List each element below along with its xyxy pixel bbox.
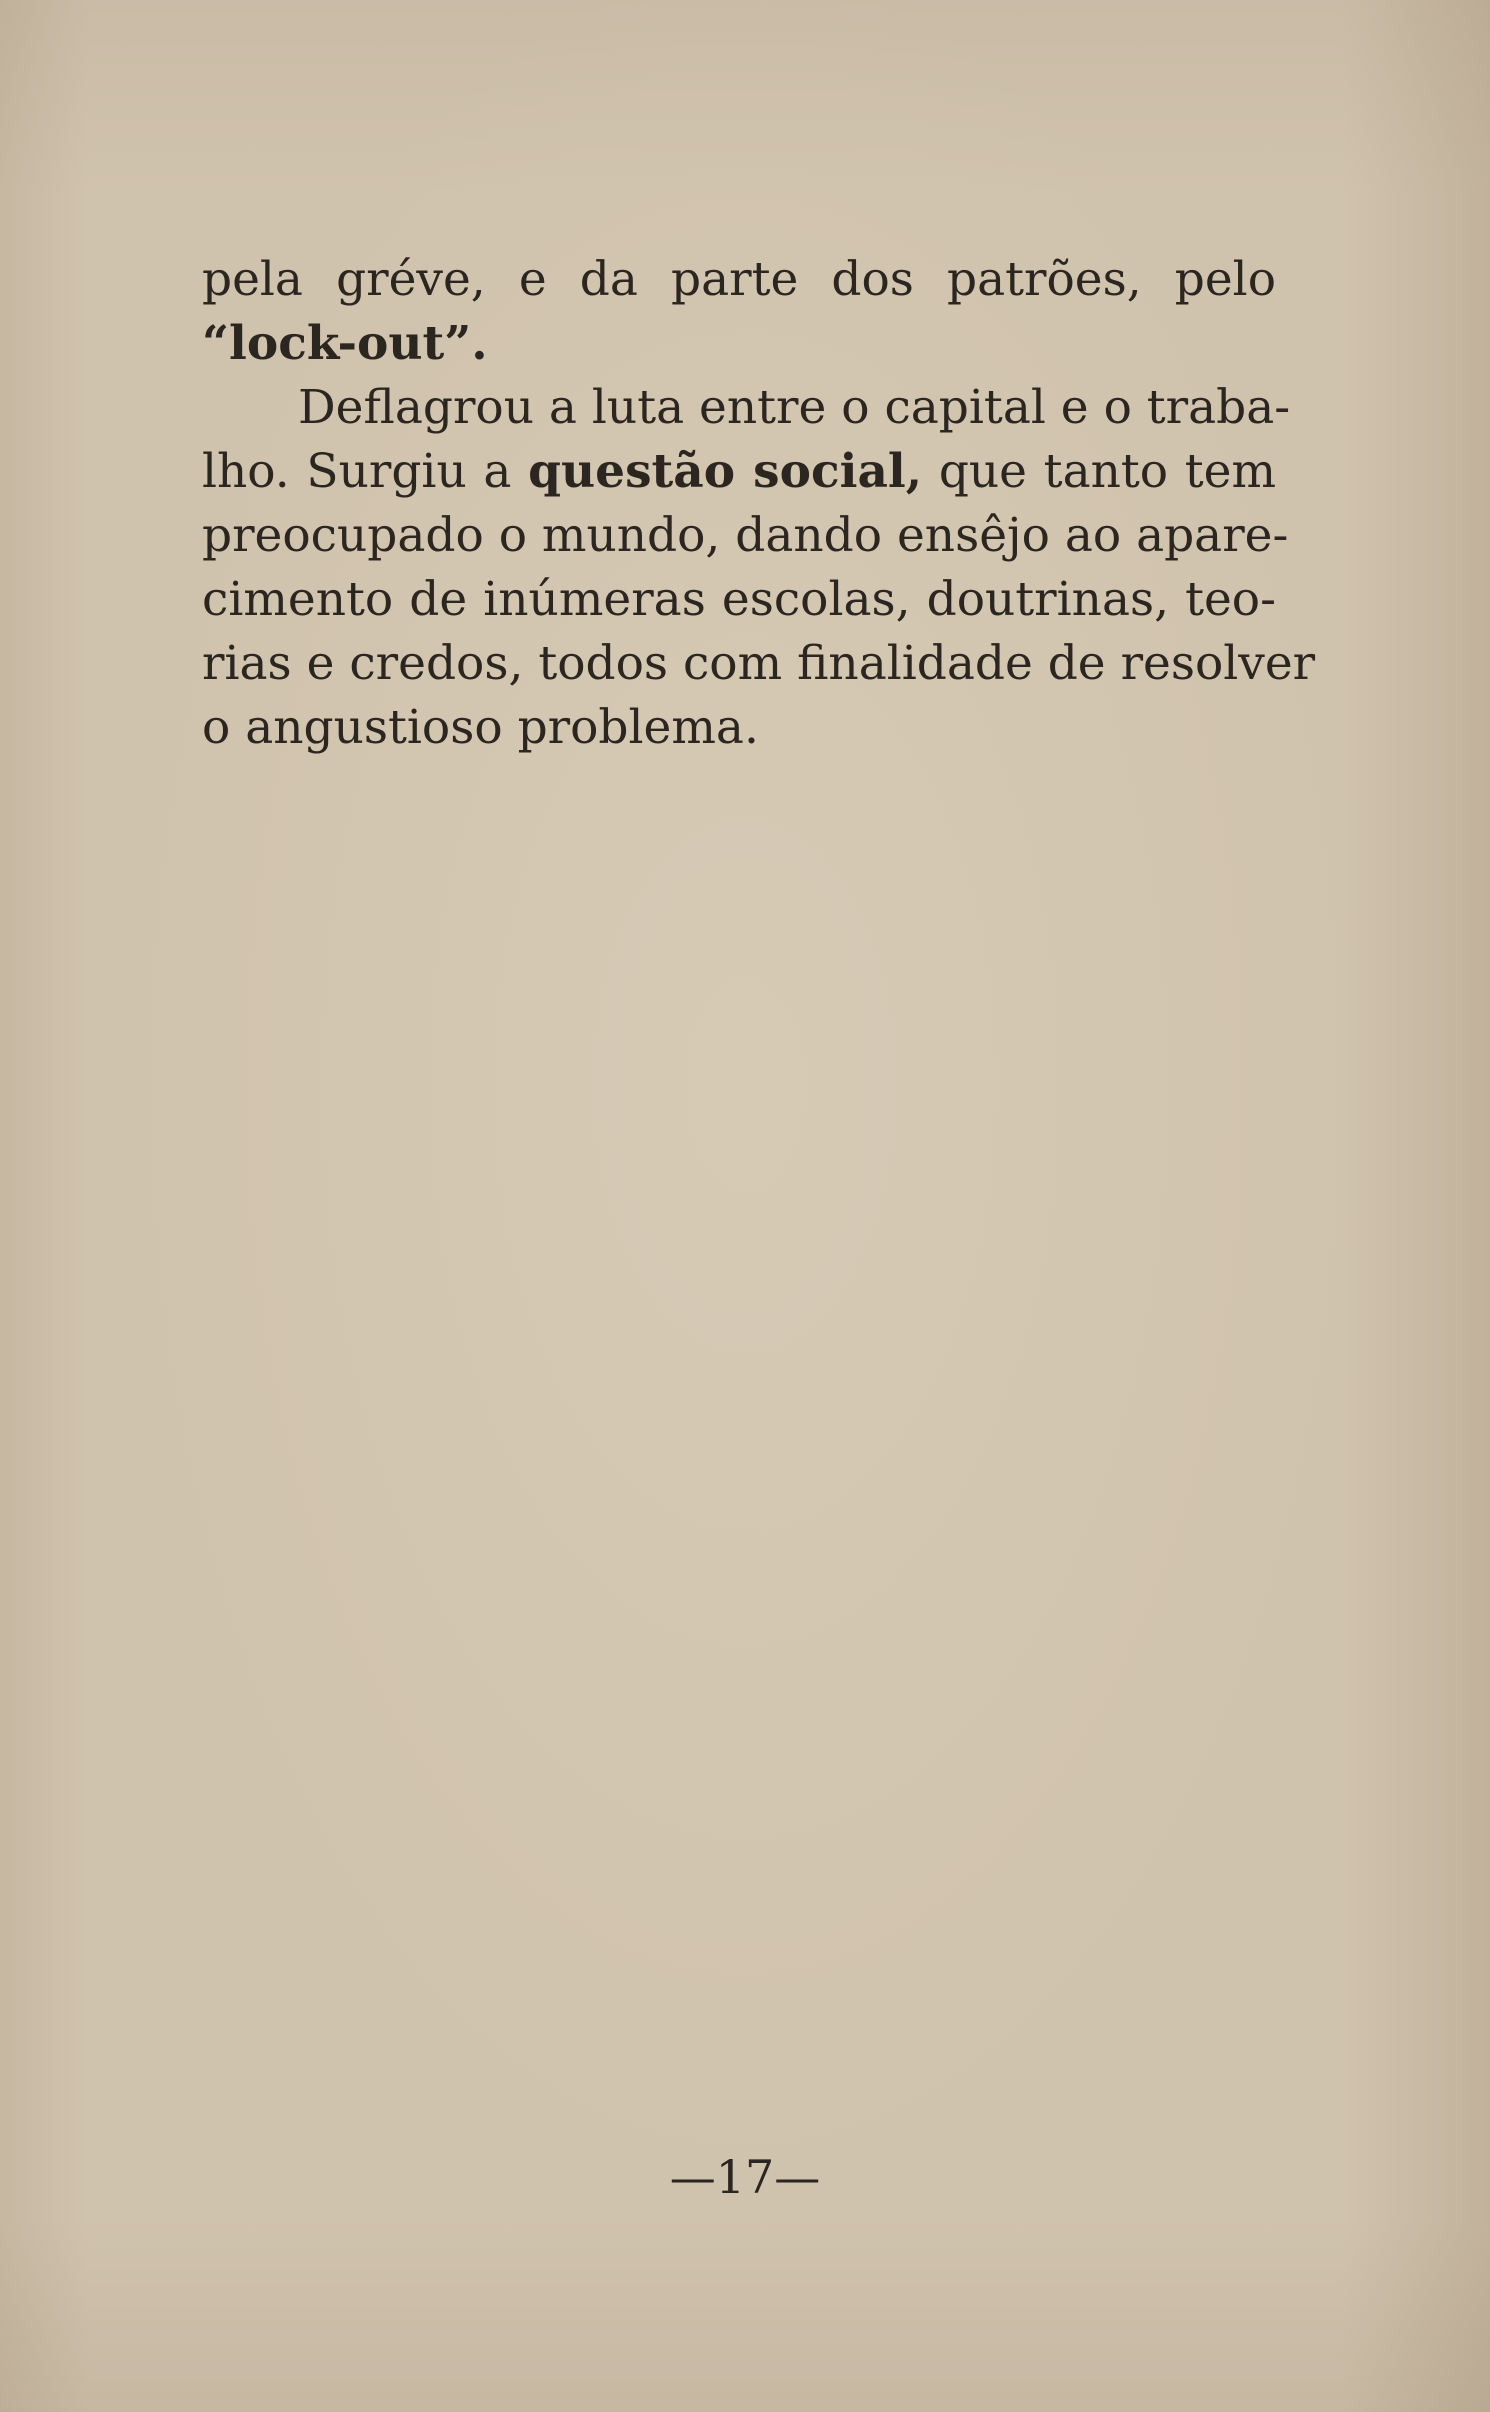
text-line: preocupado o mundo, dando ensêjo ao apare-: [202, 508, 1289, 563]
text-line: o angustioso problema.: [202, 700, 759, 755]
page-number: —17—: [669, 2150, 821, 2204]
text-segment: lho. Surgiu a: [202, 444, 512, 499]
text-line: Deflagrou a luta entre o capital e o traba-: [298, 380, 1291, 435]
text-line: cimento de inúmeras escolas, doutrinas, teo-: [202, 572, 1276, 627]
text-line: rias e credos, todos com finalidade de resolver: [202, 636, 1316, 691]
bold-phrase: questão social,: [528, 444, 923, 499]
text-segment: que tanto tem: [938, 444, 1277, 499]
text-line: pela gréve, e da parte dos patrões, pelo: [202, 252, 1276, 307]
body-text: [202, 248, 1316, 760]
text-line: [202, 440, 1276, 504]
text-line: “lock-out”.: [202, 316, 488, 371]
